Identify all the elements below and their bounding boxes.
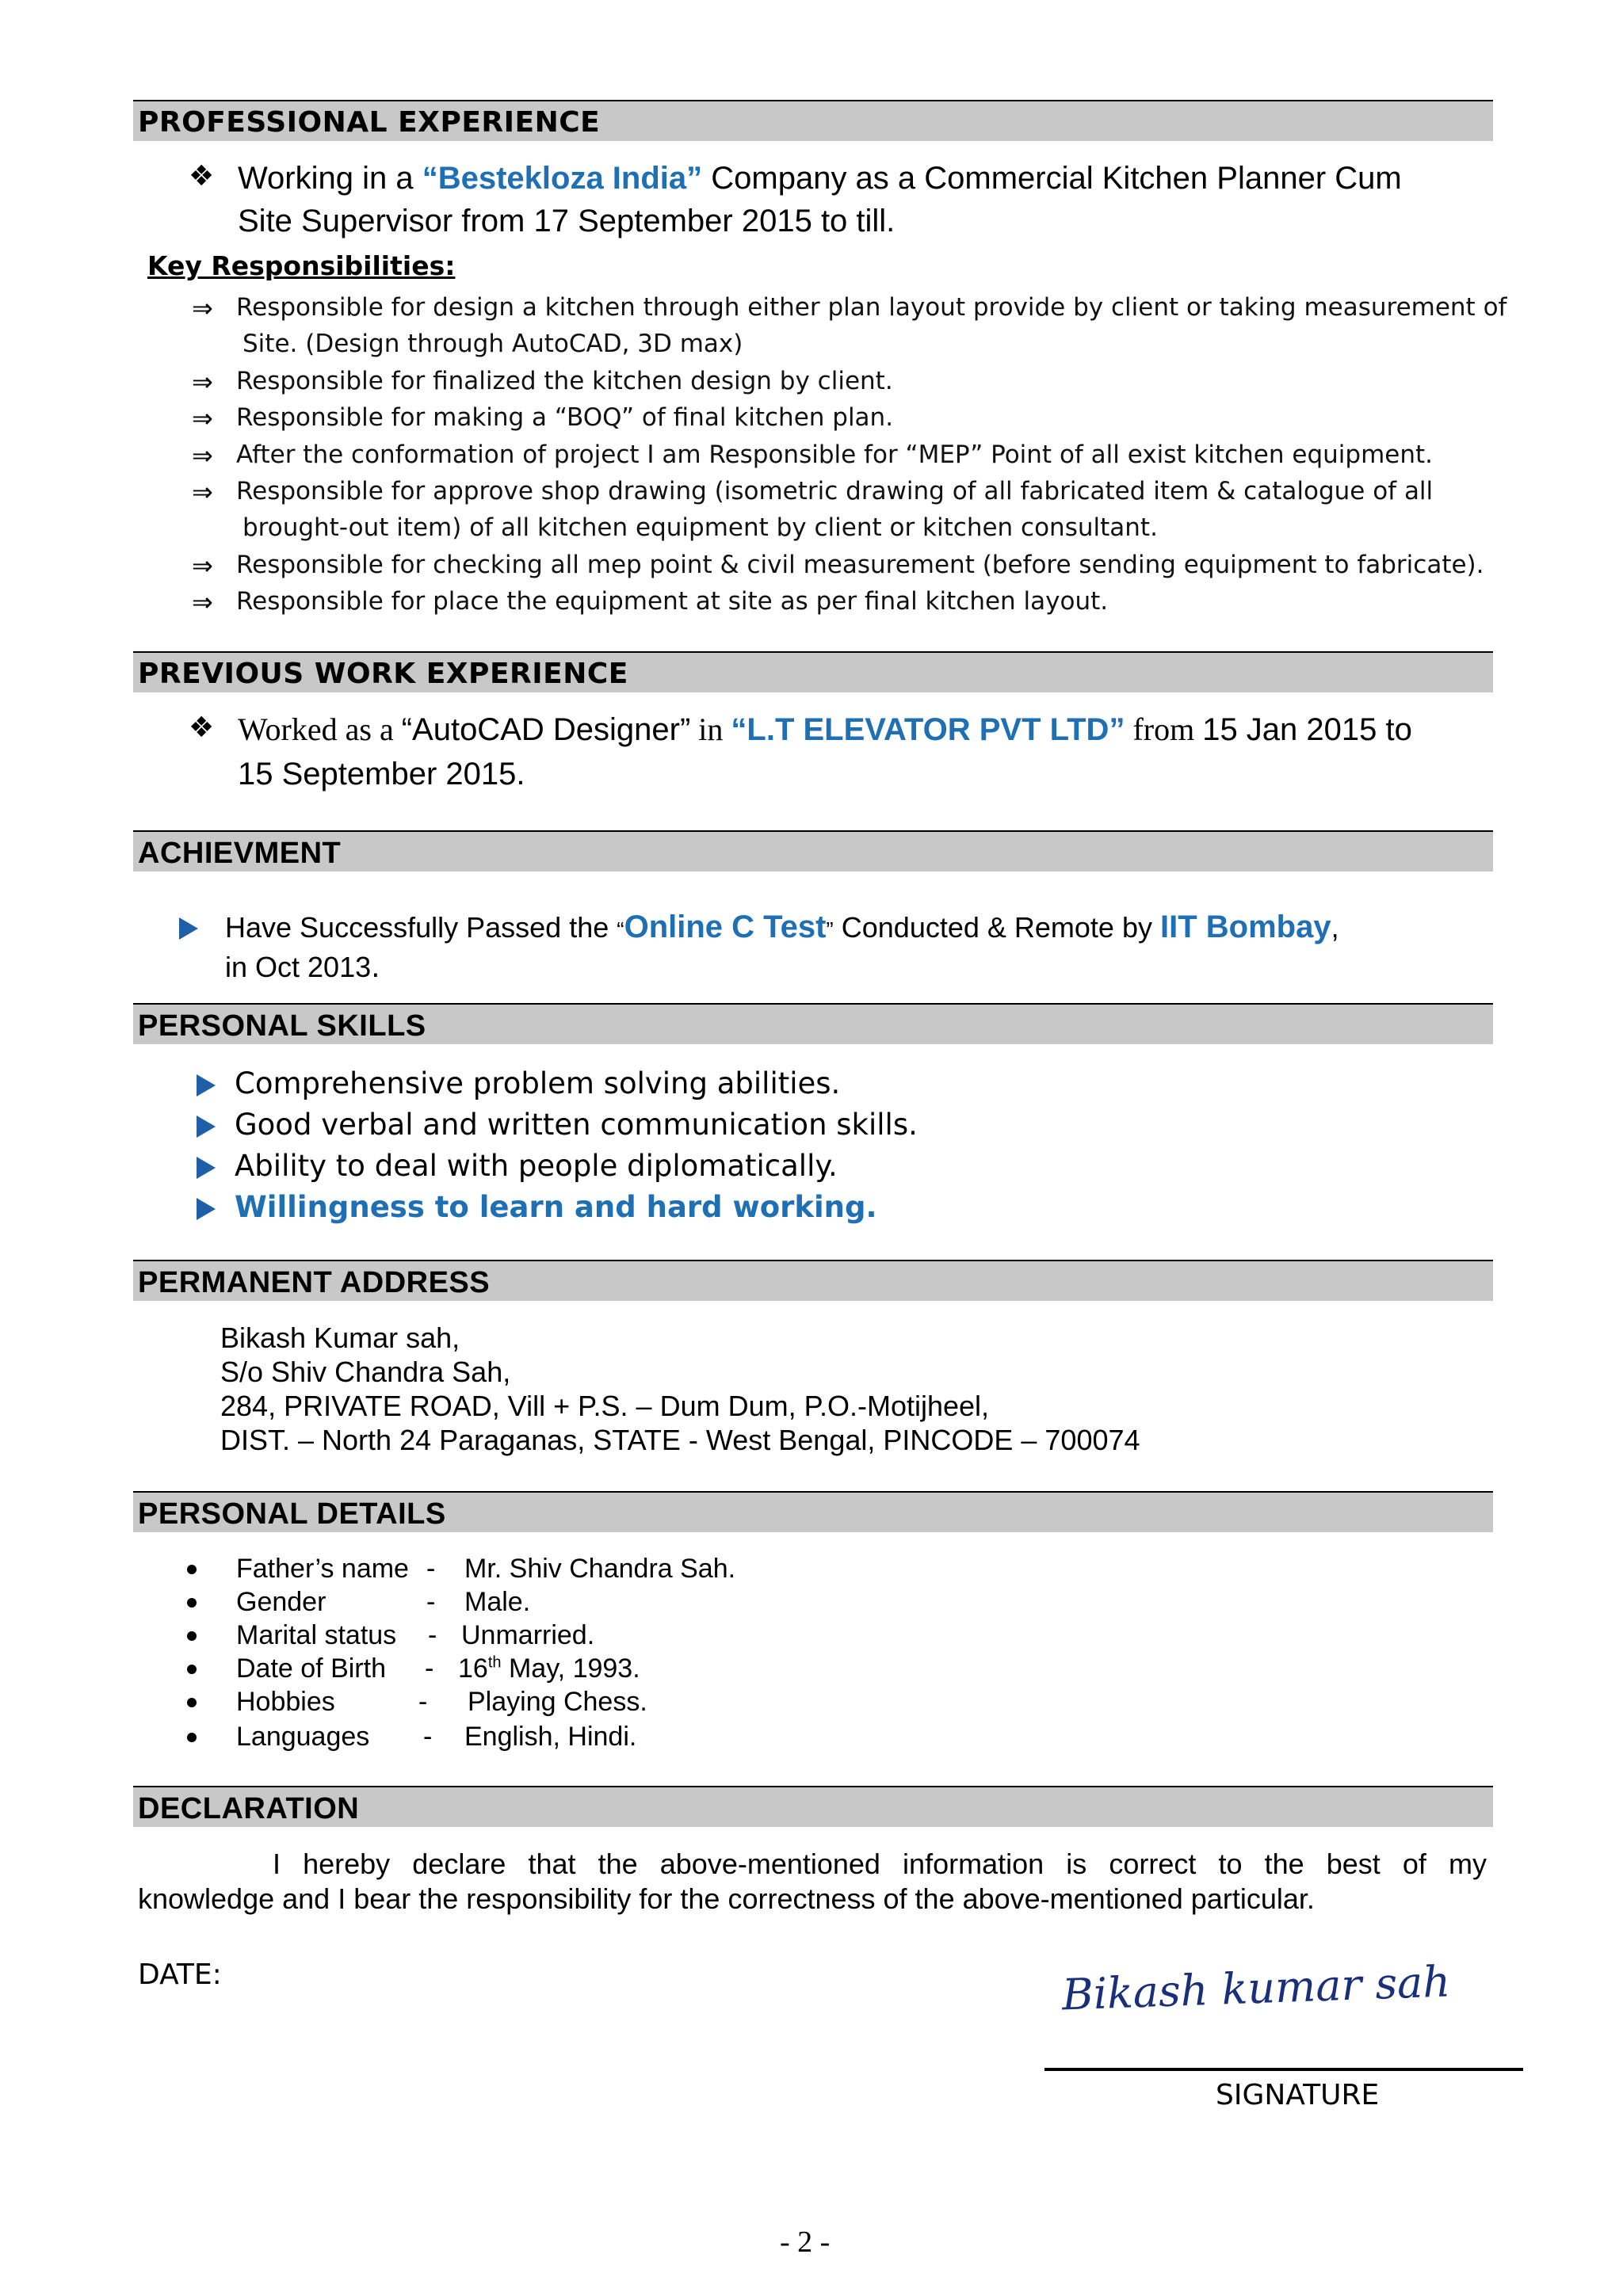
section-achievement — [133, 830, 1493, 871]
company-name: “Bestekloza India” — [422, 161, 703, 196]
diamond-bullet-icon: ❖ — [189, 711, 215, 744]
detail-separator: - — [428, 1620, 437, 1650]
arrow-bullet-icon — [179, 917, 198, 940]
diamond-bullet-icon: ❖ — [189, 160, 215, 193]
responsibility-item: Responsible for design a kitchen through either plan layout provide by client or taking measurement of — [236, 293, 1507, 322]
arrow-bullet-icon — [197, 1157, 216, 1179]
detail-separator: - — [418, 1687, 428, 1717]
implies-arrow-icon: ⇒ — [192, 477, 213, 507]
declaration-line-2: knowledge and I bear the responsibility for the correctness of the above-mentioned particular. — [138, 1882, 1315, 1915]
iit-bombay: IIT Bombay — [1159, 910, 1331, 944]
date-label: DATE: — [138, 1958, 222, 1991]
detail-value: Unmarried. — [461, 1620, 595, 1650]
detail-label: Hobbies — [236, 1687, 335, 1717]
page-number: - 2 - — [780, 2225, 831, 2259]
achievement-line-1: Have Successfully Passed the “Online C Test” Conducted & Remote by IIT Bombay, — [225, 910, 1339, 944]
detail-value: Mr. Shiv Chandra Sah. — [464, 1554, 736, 1584]
section-previous-work-experience — [133, 651, 1493, 692]
skill-item: Ability to deal with people diplomatically. — [235, 1149, 838, 1183]
section-title: PERSONAL DETAILS — [138, 1497, 446, 1531]
implies-arrow-icon: ⇒ — [192, 367, 213, 397]
section-personal-details — [133, 1491, 1493, 1532]
previous-line-1: Worked as a “AutoCAD Designer” in “L.T ELEVATOR PVT LTD” from 15 Jan 2015 to — [238, 711, 1412, 747]
signature-label: SIGNATURE — [1216, 2079, 1380, 2111]
address-line: 284, PRIVATE ROAD, Vill + P.S. – Dum Dum, P.O.-Motijheel, — [220, 1390, 990, 1422]
implies-arrow-icon: ⇒ — [192, 403, 213, 433]
section-title: PERSONAL SKILLS — [138, 1009, 426, 1043]
detail-separator: - — [425, 1653, 434, 1684]
bullet-dot — [187, 1598, 197, 1608]
skill-item: Willingness to learn and hard working. — [235, 1190, 877, 1224]
implies-arrow-icon: ⇒ — [192, 551, 213, 581]
section-title: DECLARATION — [138, 1792, 360, 1825]
skill-item: Good verbal and written communication skills. — [235, 1108, 918, 1142]
detail-separator: - — [426, 1587, 436, 1617]
section-personal-skills — [133, 1003, 1493, 1044]
professional-line-2: Site Supervisor from 17 September 2015 to till. — [238, 204, 896, 238]
detail-value: 16th May, 1993. — [458, 1653, 640, 1684]
section-title: PROFESSIONAL EXPERIENCE — [138, 106, 601, 139]
bullet-dot — [187, 1565, 197, 1574]
bullet-dot — [187, 1631, 197, 1641]
implies-arrow-icon: ⇒ — [192, 441, 213, 471]
responsibility-item: After the conformation of project I am Responsible for “MEP” Point of all exist kitchen equipment. — [236, 441, 1433, 469]
declaration-line-1: I hereby declare that the above-mentioned information is correct to the best of my — [273, 1848, 1487, 1880]
detail-label: Gender — [236, 1587, 327, 1617]
key-responsibilities-heading: Key Responsibilities: — [147, 250, 456, 281]
achievement-line-2: in Oct 2013. — [225, 951, 380, 984]
implies-arrow-icon: ⇒ — [192, 587, 213, 617]
address-line: DIST. – North 24 Paraganas, STATE - West Bengal, PINCODE – 700074 — [220, 1424, 1140, 1456]
section-title: ACHIEVMENT — [138, 837, 342, 870]
arrow-bullet-icon — [197, 1116, 216, 1138]
online-c-test: Online C Test — [624, 910, 827, 944]
section-title: PREVIOUS WORK EXPERIENCE — [138, 658, 628, 690]
arrow-bullet-icon — [197, 1198, 216, 1220]
implies-arrow-icon: ⇒ — [192, 293, 213, 323]
professional-line-1: Working in a “Bestekloza India” Company as a Commercial Kitchen Planner Cum — [238, 161, 1402, 196]
section-title: PERMANENT ADDRESS — [138, 1266, 491, 1299]
detail-label: Marital status — [236, 1620, 397, 1650]
responsibility-item: Responsible for place the equipment at site as per final kitchen layout. — [236, 587, 1109, 616]
section-declaration — [133, 1786, 1493, 1827]
section-professional-experience — [133, 100, 1493, 141]
previous-company-name: “L.T ELEVATOR PVT LTD” — [731, 712, 1125, 747]
detail-separator: - — [423, 1722, 433, 1752]
bullet-dot — [187, 1698, 197, 1707]
address-line: S/o Shiv Chandra Sah, — [220, 1356, 511, 1388]
bullet-dot — [187, 1733, 197, 1742]
detail-label: Date of Birth — [236, 1653, 386, 1684]
address-line: Bikash Kumar sah, — [220, 1322, 460, 1354]
responsibility-item: Responsible for making a “BOQ” of final kitchen plan. — [236, 403, 894, 432]
section-permanent-address — [133, 1260, 1493, 1301]
bullet-dot — [187, 1665, 197, 1674]
detail-separator: - — [426, 1554, 436, 1584]
responsibility-item: Responsible for approve shop drawing (isometric drawing of all fabricated item & catalogue of all — [236, 477, 1434, 505]
detail-value: Playing Chess. — [468, 1687, 647, 1717]
detail-label: Father’s name — [236, 1554, 409, 1584]
responsibility-item: Responsible for finalized the kitchen design by client. — [236, 367, 893, 395]
previous-line-2: 15 September 2015. — [238, 757, 525, 791]
responsibility-item: brought-out item) of all kitchen equipment by client or kitchen consultant. — [242, 513, 1158, 542]
skill-item: Comprehensive problem solving abilities. — [235, 1066, 841, 1100]
detail-value: Male. — [464, 1587, 531, 1617]
responsibility-item: Responsible for checking all mep point & civil measurement (before sending equipment to fabricate). — [236, 551, 1484, 579]
detail-value: English, Hindi. — [464, 1722, 637, 1752]
detail-label: Languages — [236, 1722, 370, 1752]
arrow-bullet-icon — [197, 1074, 216, 1097]
handwritten-signature: Bikash kumar sah — [1061, 1956, 1452, 2020]
signature-line — [1044, 2068, 1523, 2071]
responsibility-item: Site. (Design through AutoCAD, 3D max) — [242, 330, 743, 358]
